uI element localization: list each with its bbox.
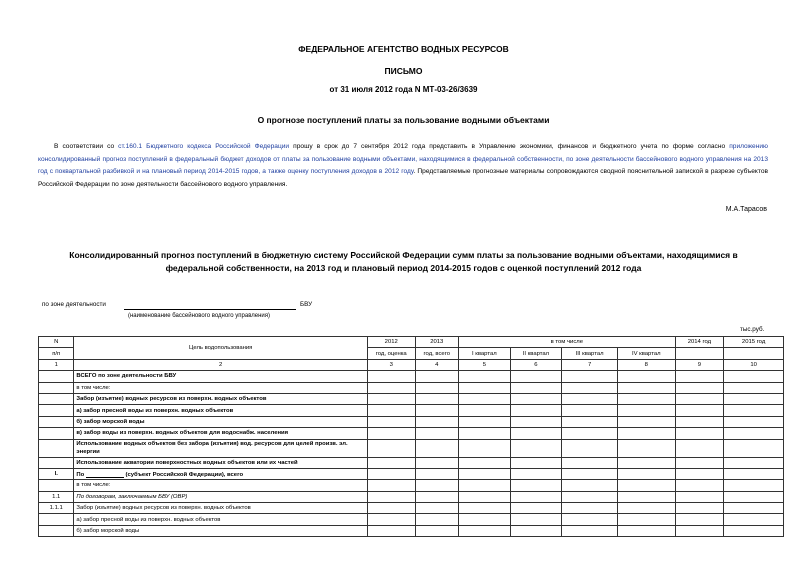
value-cell[interactable] <box>367 439 415 457</box>
value-cell[interactable] <box>562 480 618 491</box>
header-empty <box>675 348 724 359</box>
row-number <box>39 382 74 393</box>
value-cell[interactable] <box>415 439 459 457</box>
header-q1: I квартал <box>459 348 511 359</box>
row-label: в том числе: <box>74 480 368 491</box>
row-number <box>39 393 74 404</box>
value-cell[interactable] <box>562 382 618 393</box>
row-label: а) забор пресной воды из поверхн. водных объектов <box>74 405 368 416</box>
value-cell[interactable] <box>415 416 459 427</box>
row-label: в) забор воды из поверхн. водных объектов для водоснабж. населения <box>74 428 368 439</box>
header-empty <box>724 348 784 359</box>
value-cell[interactable] <box>562 405 618 416</box>
value-cell[interactable] <box>459 480 511 491</box>
value-cell[interactable] <box>617 416 675 427</box>
signature: М.А.Тарасов <box>725 206 767 213</box>
value-cell[interactable] <box>510 457 562 468</box>
value-cell[interactable] <box>415 382 459 393</box>
column-number: 7 <box>562 359 618 370</box>
header-2015: 2015 год <box>724 337 784 348</box>
row-number <box>39 439 74 457</box>
section-row <box>39 468 784 479</box>
value-cell[interactable] <box>367 525 415 536</box>
value-cell[interactable] <box>367 405 415 416</box>
header-q4: IV квартал <box>617 348 675 359</box>
value-cell[interactable] <box>675 457 724 468</box>
value-cell[interactable] <box>675 382 724 393</box>
value-cell[interactable] <box>617 503 675 514</box>
value-cell[interactable] <box>675 439 724 457</box>
zone-hint: (наименование бассейнового водного управления) <box>128 313 270 319</box>
value-cell[interactable] <box>724 405 784 416</box>
header-q2: II квартал <box>510 348 562 359</box>
row-number <box>39 371 74 382</box>
value-cell[interactable] <box>675 371 724 382</box>
value-cell[interactable] <box>510 428 562 439</box>
value-cell[interactable] <box>724 382 784 393</box>
value-cell[interactable] <box>675 405 724 416</box>
value-cell[interactable] <box>675 525 724 536</box>
value-cell[interactable] <box>617 405 675 416</box>
value-cell[interactable] <box>724 428 784 439</box>
row-label: б) забор морской воды <box>74 416 368 427</box>
table-row <box>39 514 784 525</box>
body-text-2: прошу в срок до 7 сентября 2012 года представить в Управление экономики, финансов и бюджетного учета по форме согласно <box>289 143 730 150</box>
value-cell[interactable] <box>562 457 618 468</box>
value-cell[interactable] <box>367 514 415 525</box>
agency-name: ФЕДЕРАЛЬНОЕ АГЕНТСТВО ВОДНЫХ РЕСУРСОВ <box>298 44 509 54</box>
value-cell[interactable] <box>367 491 415 502</box>
value-cell[interactable] <box>562 439 618 457</box>
value-cell[interactable] <box>562 428 618 439</box>
cell[interactable] <box>367 468 415 479</box>
value-cell[interactable] <box>562 393 618 404</box>
value-cell[interactable] <box>724 393 784 404</box>
row-label: а) забор пресной воды из поверхн. водных объектов <box>74 514 368 525</box>
document-type: ПИСЬМО <box>384 66 423 76</box>
value-cell[interactable] <box>562 371 618 382</box>
table-row <box>39 503 784 514</box>
header-2012: 2012 <box>367 337 415 348</box>
header-including: в том числе <box>459 337 676 348</box>
value-cell[interactable] <box>675 428 724 439</box>
form-title: Консолидированный прогноз поступлений в бюджетную систему Российской Федерации сумм платы за пользование водными объектами, находящимися в федеральной собственности, на 2013 год и плановый период 2014-2015 годов с оценкой поступлений 2012 года <box>69 250 738 273</box>
body-text-1: В соответствии со <box>54 143 119 150</box>
column-number: 10 <box>724 359 784 370</box>
table-row <box>39 457 784 468</box>
subject-name-field[interactable] <box>86 471 124 478</box>
value-cell[interactable] <box>415 428 459 439</box>
row-number <box>39 457 74 468</box>
forecast-table <box>38 336 784 537</box>
value-cell[interactable] <box>617 491 675 502</box>
table-row <box>39 371 784 382</box>
row-number <box>39 405 74 416</box>
value-cell[interactable] <box>724 439 784 457</box>
value-cell[interactable] <box>724 503 784 514</box>
value-cell[interactable] <box>562 491 618 502</box>
value-cell[interactable] <box>459 428 511 439</box>
appendix-link[interactable]: приложению консолидированный прогноз поступлений в федеральный бюджет доходов от платы за пользование водными объектами, находящимися в федеральной собственности, по зоне деятельности бассейнового водного управления на 2013 год с поквартальной разбивкой и на плановый период 2014-2015 годов, а также оценку поступления доходов в 2012 году <box>38 143 768 176</box>
row-number <box>39 525 74 536</box>
value-cell[interactable] <box>724 457 784 468</box>
zone-name-field[interactable] <box>124 309 296 310</box>
header-2013-sub: год, всего <box>415 348 459 359</box>
value-cell[interactable] <box>562 416 618 427</box>
value-cell[interactable] <box>415 405 459 416</box>
value-cell[interactable] <box>675 480 724 491</box>
cell[interactable] <box>510 468 562 479</box>
value-cell[interactable] <box>562 503 618 514</box>
value-cell[interactable] <box>617 480 675 491</box>
value-cell[interactable] <box>617 525 675 536</box>
letter-body <box>38 141 768 191</box>
value-cell[interactable] <box>459 393 511 404</box>
value-cell[interactable] <box>510 514 562 525</box>
header-np: п/п <box>39 348 74 359</box>
row-label: Забор (изъятие) водных ресурсов из поверхн. водных объектов <box>74 393 368 404</box>
row-number <box>39 428 74 439</box>
row-label: По договорам, заключаемым БВУ (ОВР) <box>74 491 368 502</box>
value-cell[interactable] <box>415 514 459 525</box>
document-date-number: от 31 июля 2012 года N МТ-03-26/3639 <box>329 85 478 94</box>
row-label: б) забор морской воды <box>74 525 368 536</box>
column-number: 4 <box>415 359 459 370</box>
value-cell[interactable] <box>367 503 415 514</box>
cell[interactable] <box>459 468 511 479</box>
value-cell[interactable] <box>724 514 784 525</box>
value-cell[interactable] <box>459 371 511 382</box>
value-cell[interactable] <box>367 480 415 491</box>
column-number: 1 <box>39 359 74 370</box>
value-cell[interactable] <box>510 525 562 536</box>
value-cell[interactable] <box>415 371 459 382</box>
table-row <box>39 439 784 457</box>
document-subject: О прогнозе поступлений платы за пользование водными объектами <box>257 115 550 125</box>
value-cell[interactable] <box>675 503 724 514</box>
header-q3: III квартал <box>562 348 618 359</box>
row-number <box>39 416 74 427</box>
body-text-3: . Представляемые прогнозные материалы сопровождаются сводной пояснительной запиской в разрезе субъектов Российской Федерации по зоне деятельности бассейнового водного управления. <box>38 168 768 188</box>
value-cell[interactable] <box>415 457 459 468</box>
row-label: Использование водных объектов без забора (изъятия) вод. ресурсов для целей произв. эл. энергии <box>74 439 368 457</box>
value-cell[interactable] <box>510 480 562 491</box>
value-cell[interactable] <box>510 439 562 457</box>
row-number: 1.1 <box>39 491 74 502</box>
value-cell[interactable] <box>724 480 784 491</box>
table-row <box>39 416 784 427</box>
value-cell[interactable] <box>459 416 511 427</box>
table-row <box>39 428 784 439</box>
cell[interactable] <box>415 468 459 479</box>
value-cell[interactable] <box>724 416 784 427</box>
value-cell[interactable] <box>415 525 459 536</box>
row-number: 1.1.1 <box>39 503 74 514</box>
table-row <box>39 393 784 404</box>
value-cell[interactable] <box>459 503 511 514</box>
value-cell[interactable] <box>510 393 562 404</box>
value-cell[interactable] <box>459 405 511 416</box>
value-cell[interactable] <box>459 525 511 536</box>
value-cell[interactable] <box>367 393 415 404</box>
value-cell[interactable] <box>415 503 459 514</box>
table-row <box>39 491 784 502</box>
value-cell[interactable] <box>510 503 562 514</box>
value-cell[interactable] <box>367 382 415 393</box>
value-cell[interactable] <box>675 416 724 427</box>
column-number: 2 <box>74 359 368 370</box>
table-row <box>39 382 784 393</box>
row-number <box>39 514 74 525</box>
value-cell[interactable] <box>562 514 618 525</box>
column-number: 9 <box>675 359 724 370</box>
column-number: 8 <box>617 359 675 370</box>
row-label: в том числе: <box>74 382 368 393</box>
value-cell[interactable] <box>510 371 562 382</box>
value-cell[interactable] <box>675 514 724 525</box>
section-label-prefix: По <box>76 471 85 478</box>
value-cell[interactable] <box>617 371 675 382</box>
value-cell[interactable] <box>415 491 459 502</box>
column-number: 5 <box>459 359 511 370</box>
value-cell[interactable] <box>562 525 618 536</box>
section-label <box>74 468 368 479</box>
cell[interactable] <box>675 468 724 479</box>
table-row <box>39 405 784 416</box>
value-cell[interactable] <box>724 491 784 502</box>
header-row-1 <box>39 337 784 348</box>
value-cell[interactable] <box>415 480 459 491</box>
value-cell[interactable] <box>617 428 675 439</box>
value-cell[interactable] <box>724 371 784 382</box>
table-row <box>39 480 784 491</box>
value-cell[interactable] <box>367 457 415 468</box>
column-number: 3 <box>367 359 415 370</box>
value-cell[interactable] <box>510 405 562 416</box>
value-cell[interactable] <box>415 393 459 404</box>
header-n: N <box>39 337 74 348</box>
units-label: тыс.руб. <box>740 326 765 333</box>
value-cell[interactable] <box>675 393 724 404</box>
value-cell[interactable] <box>617 514 675 525</box>
value-cell[interactable] <box>617 439 675 457</box>
row-label: Забор (изъятие) водных ресурсов из поверхн. водных объектов <box>74 503 368 514</box>
value-cell[interactable] <box>459 382 511 393</box>
row-number <box>39 480 74 491</box>
value-cell[interactable] <box>367 428 415 439</box>
column-numbers-row <box>39 359 784 370</box>
value-cell[interactable] <box>510 491 562 502</box>
table-row <box>39 525 784 536</box>
value-cell[interactable] <box>724 525 784 536</box>
zone-label: по зоне деятельности <box>42 301 106 308</box>
budget-code-link[interactable]: ст.160.1 Бюджетного кодекса Российской Федерации <box>118 143 290 150</box>
cell[interactable] <box>617 468 675 479</box>
zone-suffix: БВУ <box>300 301 313 308</box>
value-cell[interactable] <box>675 491 724 502</box>
header-2012-sub: год, оценка <box>367 348 415 359</box>
header-2013: 2013 <box>415 337 459 348</box>
value-cell[interactable] <box>617 382 675 393</box>
value-cell[interactable] <box>510 416 562 427</box>
value-cell[interactable] <box>459 457 511 468</box>
value-cell[interactable] <box>510 382 562 393</box>
row-label: Использование акватории поверхностных водных объектов или их частей <box>74 457 368 468</box>
cell[interactable] <box>562 468 618 479</box>
value-cell[interactable] <box>617 457 675 468</box>
header-goal: Цель водопользования <box>74 337 368 360</box>
cell[interactable] <box>724 468 784 479</box>
value-cell[interactable] <box>459 514 511 525</box>
section-number: I. <box>39 468 74 479</box>
value-cell[interactable] <box>459 491 511 502</box>
value-cell[interactable] <box>459 439 511 457</box>
value-cell[interactable] <box>617 393 675 404</box>
value-cell[interactable] <box>367 371 415 382</box>
value-cell[interactable] <box>367 416 415 427</box>
row-label: ВСЕГО по зоне деятельности БВУ <box>74 371 368 382</box>
column-number: 6 <box>510 359 562 370</box>
header-2014: 2014 год <box>675 337 724 348</box>
section-label-suffix: (субъект Российской Федерации), всего <box>125 471 244 478</box>
